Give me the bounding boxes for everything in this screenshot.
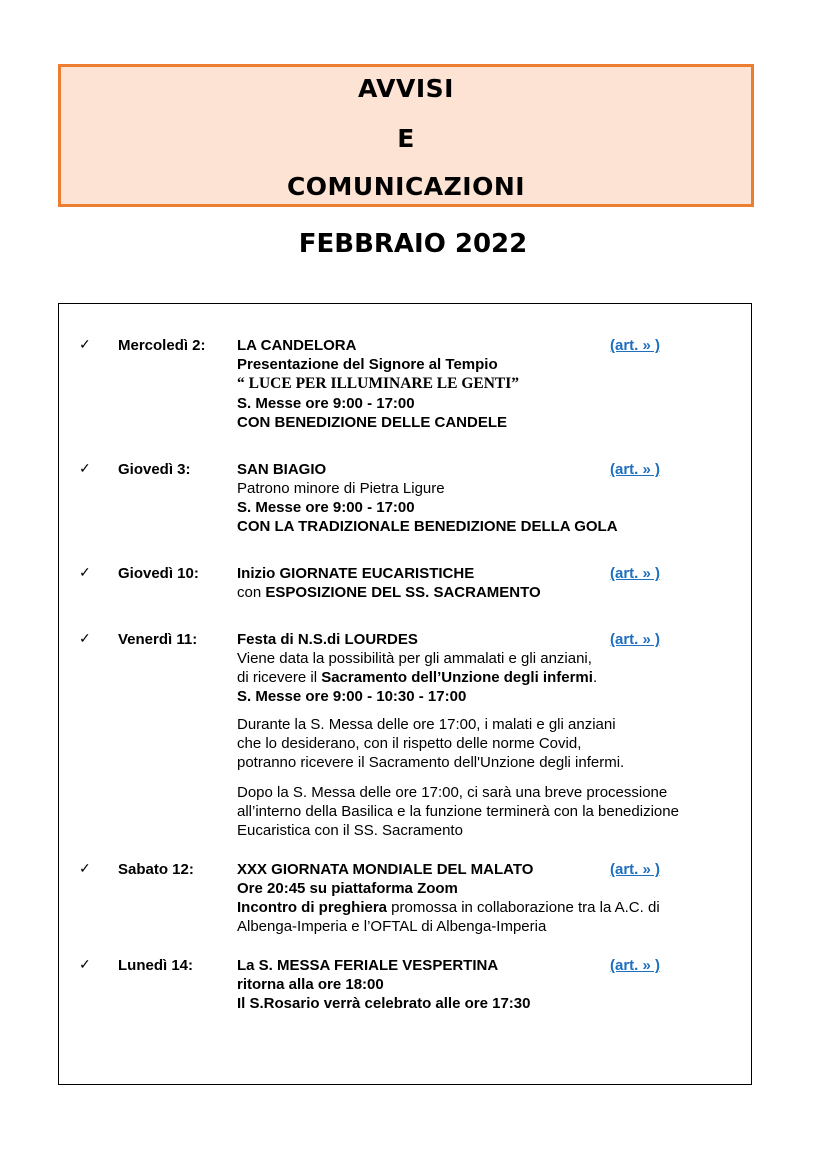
entry-line: Eucaristica con il SS. Sacramento: [237, 822, 463, 839]
entry-line: Ore 20:45 su piattaforma Zoom: [237, 880, 458, 897]
entry-line: Festa di N.S.di LOURDES: [237, 631, 418, 648]
entry-line: ritorna alla ore 18:00: [237, 976, 384, 993]
header-title-line3: COMUNICAZIONI: [286, 172, 526, 201]
entry-text: .: [592, 669, 598, 686]
page-subtitle: FEBBRAIO 2022: [298, 229, 528, 259]
check-icon: ✓: [79, 630, 91, 646]
entry-line: SAN BIAGIO: [237, 461, 327, 478]
article-link[interactable]: (art. » ): [610, 957, 661, 974]
entry-line: “ LUCE PER ILLUMINARE LE GENTI”: [237, 375, 520, 392]
check-icon: ✓: [79, 860, 91, 876]
entry-text: di ricevere il: [237, 669, 322, 686]
header-box: [58, 64, 754, 207]
check-icon: ✓: [79, 956, 91, 972]
entry-line: Patrono minore di Pietra Ligure: [237, 480, 445, 497]
article-link[interactable]: (art. » ): [610, 565, 661, 582]
entry-day: Mercoledì 2:: [118, 337, 206, 354]
entry-line: Il S.Rosario verrà celebrato alle ore 17:30: [237, 995, 531, 1012]
entry-line: Albenga-Imperia e l’OFTAL di Albenga-Imperia: [237, 918, 547, 935]
entry-line: Presentazione del Signore al Tempio: [237, 356, 498, 373]
entry-line: che lo desiderano, con il rispetto delle norme Covid,: [237, 735, 582, 752]
article-link[interactable]: (art. » ): [610, 631, 661, 648]
entry-line: [237, 583, 541, 602]
entry-line: potranno ricevere il Sacramento dell'Unzione degli infermi.: [237, 754, 625, 771]
entry-line: [237, 898, 660, 917]
check-icon: ✓: [79, 336, 91, 352]
check-icon: ✓: [79, 564, 91, 580]
article-link[interactable]: (art. » ): [610, 461, 661, 478]
entry-text-bold: ESPOSIZIONE DEL SS. SACRAMENTO: [265, 584, 541, 601]
entry-line: Inizio GIORNATE EUCARISTICHE: [237, 565, 475, 582]
entry-line: CON BENEDIZIONE DELLE CANDELE: [237, 414, 508, 431]
entry-text: promossa in collaborazione tra la A.C. di: [387, 899, 660, 916]
entry-day: Venerdì 11:: [118, 631, 198, 648]
entry-line: Dopo la S. Messa delle ore 17:00, ci sarà una breve processione: [237, 784, 668, 801]
entry-line: S. Messe ore 9:00 - 10:30 - 17:00: [237, 688, 467, 705]
header-title-line2: E: [397, 124, 415, 153]
entry-line: XXX GIORNATA MONDIALE DEL MALATO: [237, 861, 534, 878]
entry-line: La S. MESSA FERIALE VESPERTINA: [237, 957, 499, 974]
entry-day: Giovedì 10:: [118, 565, 199, 582]
entry-line: Viene data la possibilità per gli ammalati e gli anziani,: [237, 650, 592, 667]
entry-line: LA CANDELORA: [237, 337, 357, 354]
entry-line: CON LA TRADIZIONALE BENEDIZIONE DELLA GOLA: [237, 518, 618, 535]
entry-text-bold: Incontro di preghiera: [237, 899, 388, 916]
entry-day: Lunedì 14:: [118, 957, 194, 974]
entry-line: S. Messe ore 9:00 - 17:00: [237, 395, 415, 412]
entry-line: [237, 668, 597, 687]
entry-text-bold: Sacramento dell’Unzione degli infermi: [321, 669, 593, 686]
entry-line: all’interno della Basilica e la funzione terminerà con la benedizione: [237, 803, 679, 820]
entry-text: con: [237, 584, 266, 601]
article-link[interactable]: (art. » ): [610, 337, 661, 354]
entry-day: Giovedì 3:: [118, 461, 191, 478]
article-link[interactable]: (art. » ): [610, 861, 661, 878]
check-icon: ✓: [79, 460, 91, 476]
header-title-line1: AVVISI: [358, 74, 454, 103]
entry-day: Sabato 12:: [118, 861, 194, 878]
entry-line: S. Messe ore 9:00 - 17:00: [237, 499, 415, 516]
entry-line: Durante la S. Messa delle ore 17:00, i malati e gli anziani: [237, 716, 616, 733]
